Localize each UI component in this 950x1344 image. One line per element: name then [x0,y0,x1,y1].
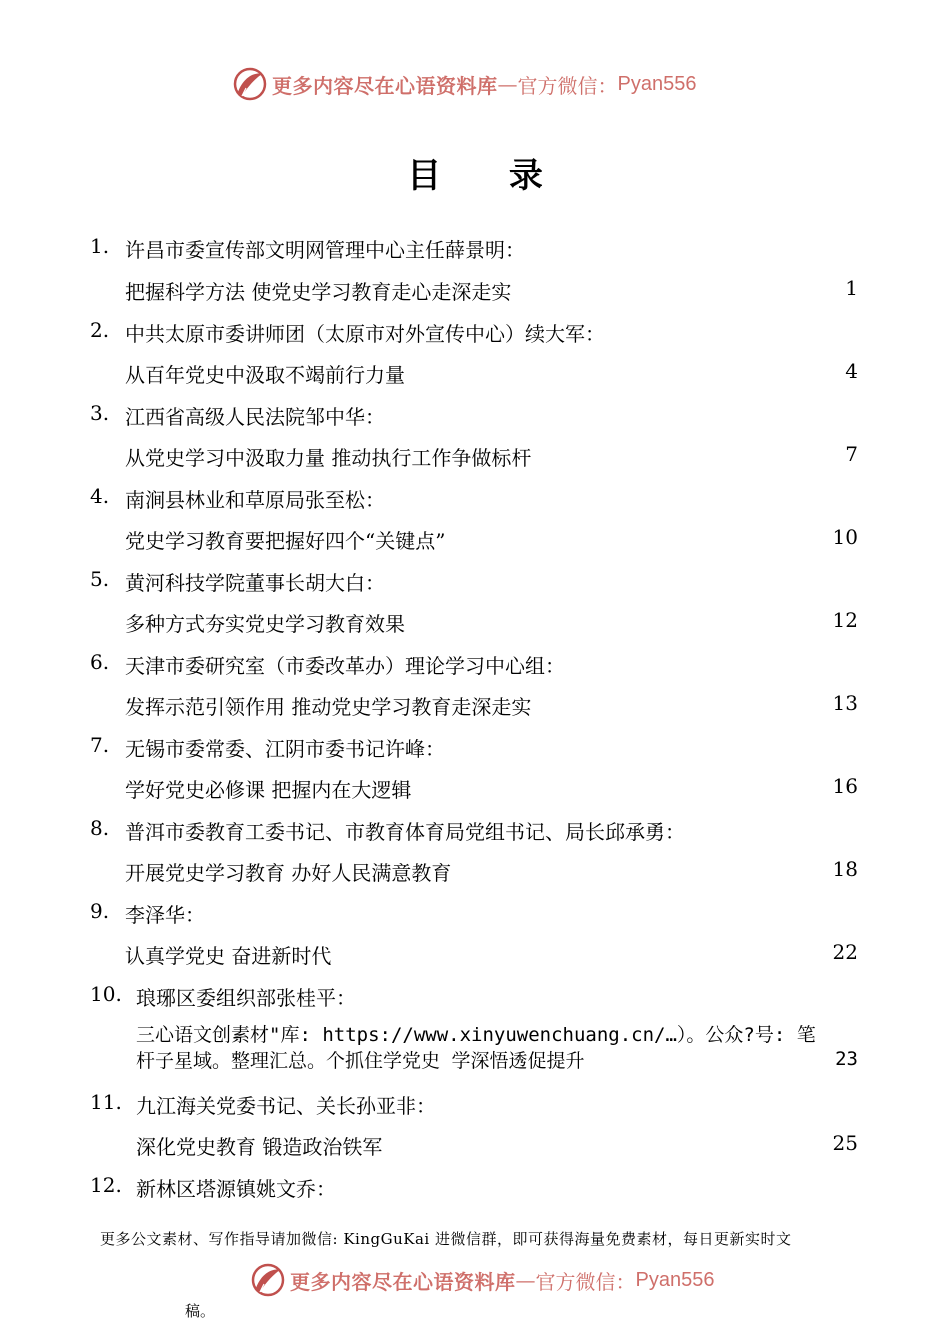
toc-entry-8-title[interactable] [0,857,950,893]
entry-author: 南涧县林业和草原局张至松： [125,488,385,512]
entry-title: 学好党史必修课 把握内在大逻辑 [125,778,412,802]
entry-title: 开展党史学习教育 办好人民满意教育 [125,861,452,885]
toc-entry-5-title[interactable] [0,608,950,644]
entry-author: 许昌市委宣传部文明网管理中心主任薛景明： [125,238,525,262]
toc-entry-4-head[interactable] [0,484,950,520]
watermark-wechat-id: Pyan556 [617,72,697,95]
entry-author: 普洱市委教育工委书记、市教育体育局党组书记、局长邱承勇： [125,820,685,844]
toc-entry-7-head[interactable] [0,733,950,769]
entry-author: 中共太原市委讲师团（太原市对外宣传中心）续大军： [125,322,605,346]
entry-author: 琅琊区委组织部张桂平： [136,986,356,1010]
toc-entry-11-head[interactable] [0,1090,950,1126]
toc-entry-6-title[interactable] [0,691,950,727]
entry-number: 8. [90,816,110,840]
watermark-label: 官方微信： [517,73,618,98]
toc-entry-11-title[interactable] [0,1131,950,1167]
entry-page-number: 18 [832,857,858,881]
toc-entry-12-head[interactable] [0,1173,950,1209]
entry-page-number: 16 [832,774,858,798]
entry-page-number: 7 [845,442,858,466]
toc-entry-2-title[interactable] [0,359,950,395]
entry-number: 2. [90,318,110,342]
toc-entry-6-head[interactable] [0,650,950,686]
pen-logo-icon [250,1262,286,1298]
entry-author: 新林区塔源镇姚文乔： [136,1177,336,1201]
toc-entry-4-title[interactable] [0,525,950,561]
entry-number: 5. [90,567,110,591]
entry-title-line-2: 杆子星域。整理汇总。个抓住学党史 学深悟透促提升 [136,1050,585,1072]
entry-title: 发挥示范引领作用 推动党史学习教育走深走实 [125,695,532,719]
entry-page-number: 12 [832,608,858,632]
entry-page-number: 13 [832,691,858,715]
entry-page-number: 4 [845,359,858,383]
entry-title: 从百年党史中汲取不竭前行力量 [125,363,405,387]
toc-entry-10-head[interactable] [0,982,950,1018]
watermark-text: 更多内容尽在心语资料库 [272,73,498,98]
watermark-dash: — [497,72,518,96]
entry-number: 1. [90,234,110,258]
entry-title: 多种方式夯实党史学习教育效果 [125,612,405,636]
entry-number: 6. [90,650,110,674]
toc-entry-1-title[interactable] [0,276,950,312]
toc-entry-5-head[interactable] [0,567,950,603]
watermark-wechat-id: Pyan556 [635,1268,715,1291]
toc-entry-9-head[interactable] [0,899,950,935]
entry-author: 李泽华： [125,903,205,927]
entry-title: 从党史学习中汲取力量 推动执行工作争做标杆 [125,446,532,470]
watermark-bottom [250,1262,714,1298]
watermark-dash: — [515,1268,536,1292]
pen-logo-icon [232,66,268,102]
entry-number: 11. [90,1090,122,1114]
entry-author: 九江海关党委书记、关长孙亚非： [136,1094,436,1118]
toc-entry-1-head[interactable] [0,234,950,270]
footer-promo-text-end: 稿。 [185,1302,216,1320]
entry-title: 认真学党史 奋进新时代 [125,944,332,968]
entry-title: 党史学习教育要把握好四个“关键点” [125,529,446,553]
entry-number: 4. [90,484,110,508]
toc-entry-2-head[interactable] [0,318,950,354]
entry-number: 10. [90,982,122,1006]
toc-entry-9-title[interactable] [0,940,950,976]
entry-title: 深化党史教育 锻造政治铁军 [136,1135,383,1159]
entry-page-number: 1 [845,276,858,300]
entry-page-number: 23 [835,1048,858,1070]
watermark-label: 官方微信： [535,1269,636,1294]
entry-number: 7. [90,733,110,757]
entry-number: 9. [90,899,110,923]
toc-entry-3-head[interactable] [0,401,950,437]
watermark-text: 更多内容尽在心语资料库 [290,1269,516,1294]
toc-entry-8-head[interactable] [0,816,950,852]
entry-page-number: 22 [832,940,858,964]
watermark-top [232,66,696,102]
entry-author: 黄河科技学院董事长胡大白： [125,571,385,595]
entry-author: 江西省高级人民法院邹中华： [125,405,385,429]
entry-number: 12. [90,1173,122,1197]
entry-author: 无锡市委常委、江阴市委书记许峰： [125,737,445,761]
entry-number: 3. [90,401,110,425]
toc-entry-3-title[interactable] [0,442,950,478]
toc-entry-10-title[interactable] [136,1022,876,1074]
entry-page-number: 25 [832,1131,858,1155]
entry-author: 天津市委研究室（市委改革办）理论学习中心组： [125,654,565,678]
entry-title-line-1: 三心语文创素材"库: https://www.xinyuwenchuang.cn/…）。公众?号: 笔 [136,1024,816,1046]
entry-title: 把握科学方法 使党史学习教育走心走深走实 [125,280,512,304]
toc-entry-7-title[interactable] [0,774,950,810]
footer-promo-text: 更多公文素材、写作指导请加微信: KingGuKai 进微信群，即可获得海量免费素材，每日更新实时文 [100,1230,792,1248]
page-title: 目 录 [407,156,571,196]
entry-page-number: 10 [832,525,858,549]
